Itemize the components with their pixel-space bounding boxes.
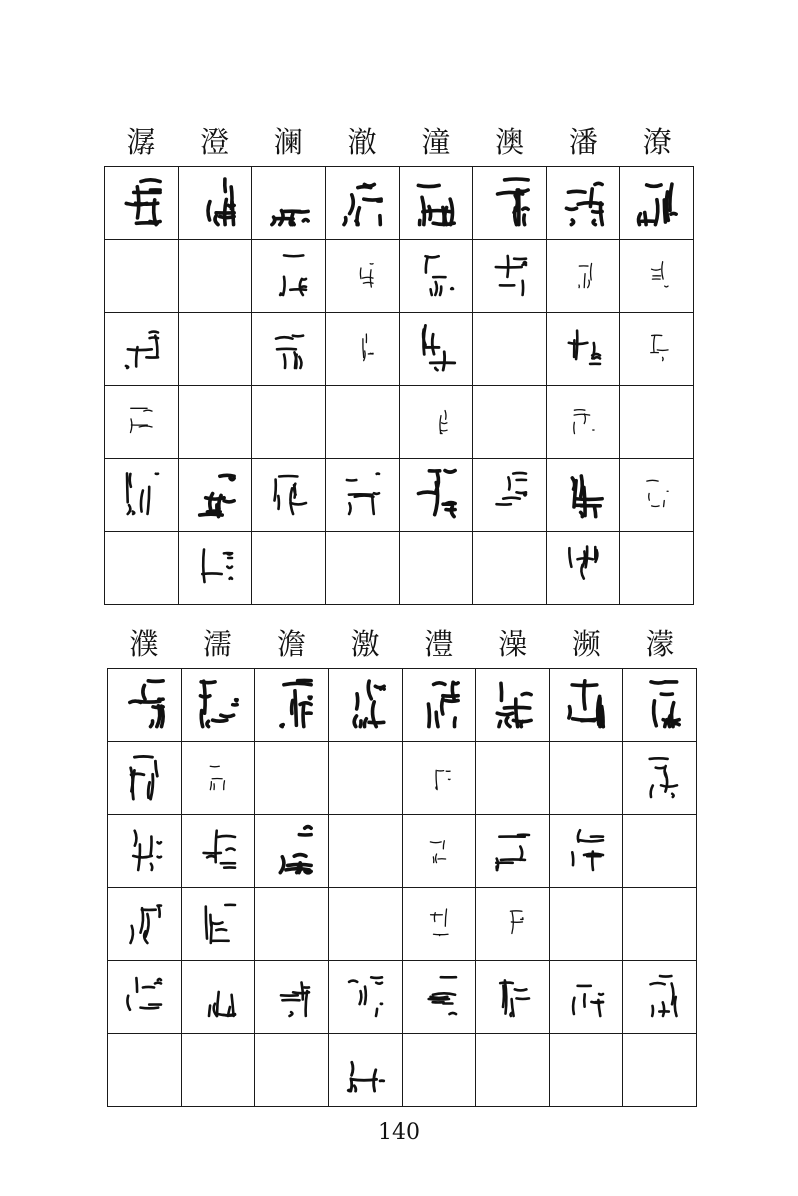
glyph-cell	[325, 532, 399, 605]
column-header-character: 激	[350, 627, 380, 661]
column-header-character: 濛	[645, 627, 675, 661]
page-number: 140	[378, 1120, 420, 1145]
column-header-character: 潺	[126, 125, 156, 159]
glyph-cell	[108, 742, 182, 815]
seal-script-glyph-image	[349, 258, 375, 290]
glyph-cell	[399, 167, 473, 240]
seal-script-glyph-image	[485, 174, 533, 228]
glyph-cell	[476, 1034, 550, 1107]
glyph-cell	[255, 961, 329, 1034]
glyph-cell	[546, 386, 620, 459]
glyph-row	[108, 815, 697, 888]
glyph-cell	[473, 386, 547, 459]
seal-script-glyph-image	[490, 971, 534, 1019]
glyph-cell	[181, 1034, 255, 1107]
glyph-cell	[620, 240, 694, 313]
glyph-cell	[328, 888, 402, 961]
glyph-cell	[325, 167, 399, 240]
glyph-cell	[549, 815, 623, 888]
seal-script-glyph-image	[122, 898, 166, 946]
glyph-row	[105, 459, 694, 532]
glyph-cell	[620, 313, 694, 386]
glyph-cell	[178, 532, 252, 605]
glyph-cell	[252, 459, 326, 532]
seal-script-glyph-image	[191, 174, 239, 228]
glyph-cell	[255, 742, 329, 815]
seal-script-glyph-image	[644, 258, 670, 290]
seal-script-glyph-image	[349, 331, 375, 363]
glyph-cell	[623, 1034, 697, 1107]
seal-script-glyph-image	[412, 174, 460, 228]
glyph-cell	[623, 815, 697, 888]
seal-script-glyph-image	[268, 676, 316, 730]
glyph-cell	[620, 459, 694, 532]
seal-script-glyph-image	[414, 317, 458, 377]
glyph-cell	[546, 313, 620, 386]
glyph-cell	[476, 888, 550, 961]
seal-script-glyph-image	[559, 466, 607, 520]
glyph-cell	[325, 240, 399, 313]
column-header-character: 澈	[347, 125, 377, 159]
glyph-row	[108, 888, 697, 961]
column-header-character: 澳	[495, 125, 525, 159]
column-header-character: 潼	[421, 125, 451, 159]
glyph-cell	[255, 1034, 329, 1107]
seal-script-glyph-image	[270, 971, 314, 1019]
glyph-row	[105, 532, 694, 605]
glyph-cell	[255, 669, 329, 742]
glyph-cell	[108, 669, 182, 742]
seal-script-glyph-image	[561, 323, 605, 371]
seal-script-glyph-image	[414, 250, 458, 298]
seal-script-glyph-image	[564, 825, 608, 873]
column-header-character: 潘	[568, 125, 598, 159]
seal-script-glyph-image	[343, 971, 387, 1019]
glyph-cell	[623, 669, 697, 742]
glyph-cell	[549, 742, 623, 815]
glyph-cell	[549, 961, 623, 1034]
glyph-cell	[325, 459, 399, 532]
seal-script-glyph-image	[638, 971, 682, 1019]
glyph-cell	[178, 167, 252, 240]
glyph-cell	[623, 888, 697, 961]
glyph-cell	[399, 532, 473, 605]
glyph-cell	[252, 240, 326, 313]
seal-script-glyph-image	[196, 898, 240, 946]
glyph-cell	[402, 1034, 476, 1107]
glyph-cell	[181, 815, 255, 888]
glyph-cell	[476, 815, 550, 888]
glyph-row	[108, 669, 697, 742]
seal-script-glyph-image	[267, 323, 311, 371]
seal-script-glyph-image	[340, 469, 384, 517]
glyph-cell	[178, 313, 252, 386]
glyph-cell	[252, 532, 326, 605]
column-header-character: 澜	[273, 125, 303, 159]
seal-script-glyph-image	[119, 323, 163, 371]
glyph-cell	[252, 313, 326, 386]
glyph-cell	[399, 240, 473, 313]
seal-script-glyph-image	[194, 676, 242, 730]
seal-script-glyph-image	[644, 477, 670, 509]
seal-script-glyph-image	[417, 971, 461, 1019]
glyph-cell	[473, 313, 547, 386]
seal-script-glyph-image	[426, 833, 452, 865]
column-header-character: 濡	[203, 627, 233, 661]
seal-script-glyph-image	[561, 542, 605, 590]
seal-script-glyph-image	[122, 971, 166, 1019]
glyph-cell	[399, 459, 473, 532]
seal-script-glyph-image	[267, 469, 311, 517]
seal-script-glyph-image	[267, 250, 311, 298]
seal-script-glyph-image	[338, 174, 386, 228]
glyph-cell	[473, 240, 547, 313]
seal-script-glyph-image	[644, 331, 670, 363]
glyph-cell	[255, 888, 329, 961]
glyph-cell	[108, 961, 182, 1034]
seal-script-glyph-image	[636, 676, 684, 730]
glyph-row	[105, 386, 694, 459]
glyph-cell	[546, 240, 620, 313]
seal-script-glyph-image	[196, 971, 240, 1019]
glyph-cell	[399, 313, 473, 386]
column-header-character: 澄	[200, 125, 230, 159]
glyph-cell	[549, 1034, 623, 1107]
seal-script-glyph-image	[426, 906, 452, 938]
glyph-cell	[181, 888, 255, 961]
glyph-cell	[252, 386, 326, 459]
glyph-cell	[108, 888, 182, 961]
glyph-cell	[402, 888, 476, 961]
glyph-cell	[252, 167, 326, 240]
glyph-cell	[178, 459, 252, 532]
glyph-cell	[108, 1034, 182, 1107]
seal-script-glyph-image	[423, 404, 449, 436]
glyph-cell	[255, 815, 329, 888]
seal-script-glyph-image	[196, 825, 240, 873]
column-header-character: 澧	[424, 627, 454, 661]
glyph-cell	[328, 669, 402, 742]
column-header-character: 濒	[571, 627, 601, 661]
glyph-cell	[402, 815, 476, 888]
glyph-cell	[549, 888, 623, 961]
seal-script-glyph-image	[564, 971, 608, 1019]
glyph-cell	[620, 386, 694, 459]
seal-script-glyph-image	[122, 746, 166, 806]
column-header-character: 潦	[642, 125, 672, 159]
seal-script-glyph-image	[341, 676, 389, 730]
top-header-row	[104, 118, 694, 166]
seal-script-glyph-image	[633, 174, 681, 228]
seal-script-glyph-image	[412, 466, 460, 520]
seal-script-glyph-image	[559, 174, 607, 228]
glyph-cell	[328, 961, 402, 1034]
seal-script-glyph-image	[268, 822, 316, 876]
seal-script-glyph-image	[562, 676, 610, 730]
glyph-cell	[473, 532, 547, 605]
seal-script-glyph-image	[570, 404, 596, 436]
glyph-row	[105, 313, 694, 386]
column-header-character: 澡	[498, 627, 528, 661]
seal-script-glyph-image	[120, 676, 168, 730]
glyph-cell	[623, 742, 697, 815]
seal-script-glyph-image	[265, 174, 313, 228]
glyph-cell	[620, 167, 694, 240]
seal-script-glyph-image	[487, 469, 531, 517]
glyph-cell	[178, 386, 252, 459]
seal-script-glyph-image	[205, 760, 231, 792]
glyph-cell	[108, 815, 182, 888]
glyph-cell	[181, 742, 255, 815]
glyph-cell	[476, 961, 550, 1034]
glyph-row	[108, 742, 697, 815]
seal-script-glyph-image	[191, 466, 239, 520]
glyph-cell	[546, 167, 620, 240]
seal-script-glyph-image	[490, 825, 534, 873]
glyph-cell	[620, 532, 694, 605]
glyph-cell	[473, 459, 547, 532]
glyph-cell	[181, 961, 255, 1034]
seal-script-glyph-image	[488, 676, 536, 730]
seal-script-glyph-image	[117, 174, 165, 228]
glyph-row	[105, 240, 694, 313]
column-header-character: 澹	[276, 627, 306, 661]
glyph-cell	[402, 669, 476, 742]
bottom-glyph-table	[107, 668, 697, 1107]
glyph-cell	[181, 669, 255, 742]
glyph-cell	[105, 240, 179, 313]
glyph-cell	[105, 532, 179, 605]
glyph-cell	[623, 961, 697, 1034]
glyph-cell	[546, 459, 620, 532]
glyph-cell	[105, 459, 179, 532]
glyph-cell	[549, 669, 623, 742]
seal-script-glyph-image	[499, 906, 525, 938]
glyph-row	[105, 167, 694, 240]
seal-script-glyph-image	[415, 676, 463, 730]
seal-script-glyph-image	[119, 469, 163, 517]
seal-script-glyph-image	[638, 752, 682, 800]
glyph-cell	[402, 961, 476, 1034]
glyph-cell	[325, 386, 399, 459]
seal-script-glyph-image	[426, 760, 452, 792]
seal-script-glyph-image	[128, 404, 154, 436]
bottom-character-block	[107, 620, 697, 1107]
seal-script-glyph-image	[570, 258, 596, 290]
column-header-character: 濮	[129, 627, 159, 661]
seal-script-glyph-image	[487, 250, 531, 298]
glyph-cell	[105, 386, 179, 459]
glyph-cell	[473, 167, 547, 240]
glyph-cell	[476, 742, 550, 815]
glyph-cell	[105, 167, 179, 240]
glyph-cell	[328, 1034, 402, 1107]
seal-script-glyph-image	[193, 542, 237, 590]
seal-script-glyph-image	[343, 1038, 387, 1098]
seal-script-glyph-image	[122, 825, 166, 873]
glyph-cell	[402, 742, 476, 815]
top-glyph-table	[104, 166, 694, 605]
top-character-block	[104, 118, 694, 605]
glyph-cell	[325, 313, 399, 386]
glyph-cell	[476, 669, 550, 742]
bottom-header-row	[107, 620, 697, 668]
glyph-cell	[399, 386, 473, 459]
glyph-cell	[105, 313, 179, 386]
glyph-cell	[328, 815, 402, 888]
glyph-row	[108, 1034, 697, 1107]
glyph-cell	[178, 240, 252, 313]
glyph-cell	[328, 742, 402, 815]
glyph-row	[108, 961, 697, 1034]
glyph-cell	[546, 532, 620, 605]
